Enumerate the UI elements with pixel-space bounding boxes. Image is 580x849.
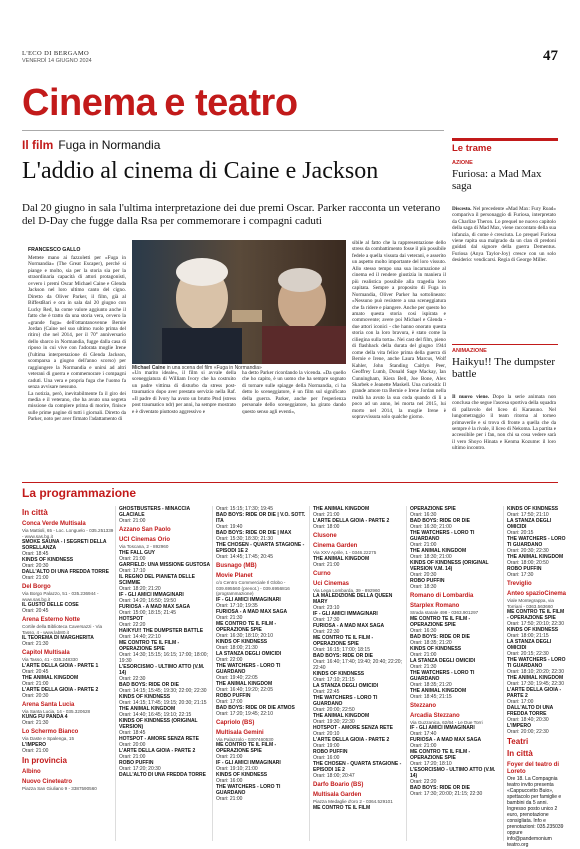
- film-title: KINDS OF KINDNESS: [22, 557, 74, 563]
- film-title: THE ANIMAL KINGDOM: [22, 674, 79, 681]
- showtimes: Orari: 17:50; 20:10; 22:30: [507, 621, 564, 627]
- page-title-word1: Cinema: [22, 82, 157, 124]
- film-title: BAD BOYS: RIDE OR DIE | MAX: [216, 530, 292, 536]
- showtimes: Orari: 21:00: [410, 542, 437, 548]
- article-col1b-text: La notizia, però, inevitabilmente fa il giro dei media e il veterano, che ha avuto una segreta missione da compiere prima di morire, finisce sulle prime pagine di tutti i giornali. Diretto da Parker, noto per aver firmato l'adattamento di: [28, 390, 126, 423]
- showtimes: Orari: 21:30: [410, 663, 437, 670]
- venue-address: Cortile della Biblioteca Caversazzi - Via Tasso, 4 - www.lab80.it: [22, 624, 103, 635]
- showtimes: Orari: 18:10; 20:20; 22:30: [507, 669, 564, 675]
- film-title: HOTSPOT - AMORE SENZA RETE: [119, 735, 199, 742]
- showtimes: Orari: 21:00: [119, 555, 146, 562]
- showtimes: Orari: 17:30: [313, 617, 340, 623]
- section-label-main: Il film: [22, 138, 54, 152]
- venue-name: Anteo spazioCinema: [507, 591, 567, 597]
- film-title: ME CONTRO TE IL FILM - OPERAZIONE SPIE: [216, 742, 277, 754]
- showtimes: Orari: 15:30; 18:30; 21:30: [216, 536, 273, 542]
- venue-name: Multisala Garden: [313, 792, 362, 798]
- article-photo: [132, 240, 346, 364]
- film-title: BAD BOYS: RIDE OR DIE | V.O. SOTT. ITA: [216, 512, 306, 524]
- showtimes: Orari: 21:00: [22, 680, 49, 687]
- venue-address: Strada statale 498 - 0363.901297: [410, 610, 479, 615]
- showtimes: Orari: 21:00: [313, 561, 340, 568]
- venue-name: Del Borgo: [22, 584, 51, 590]
- venue-name: Curno: [313, 570, 331, 577]
- sidebar-item-title-2: Haikyu!! The dumpster battle: [452, 356, 556, 380]
- film-title: THE ANIMAL KINGDOM: [119, 705, 176, 712]
- film-title: KINDS OF KINDNESS: [507, 506, 559, 512]
- showtimes: Orari: 20:30; 22:30: [507, 548, 549, 554]
- showtimes: Orari: 18:45: [22, 551, 49, 557]
- showtimes: Orari: 17:20; 19:45; 22:10: [216, 710, 273, 717]
- film-title: L'ESORCISMO - ULTIMO ATTO (V.M. 14): [410, 767, 496, 779]
- showtimes: Orari: 15:00; 18:15; 21:45: [119, 609, 176, 616]
- showtimes: Orari: 20:45: [22, 608, 49, 614]
- venue-name: Multisala Gemini: [216, 729, 264, 736]
- venue-name: Arena Santa Lucia: [22, 701, 75, 708]
- film-title: BAD BOYS: RIDE OR DIE: [410, 633, 471, 640]
- showtimes: Orari: 20:00; 22:50: [313, 707, 355, 713]
- showtimes: Orari: 17:10; 21:15: [313, 677, 355, 683]
- film-title: ME CONTRO TE IL FILM - OPERAZIONE SPIE: [216, 620, 277, 633]
- venue-address: Piazza San Giuliano 9 - 3387590560: [22, 785, 97, 791]
- sidebar-item-text-1: [452, 206, 556, 264]
- article-column-3: ha detto Parker ricordando la vicenda. «Da quello che ho capito, è un uomo che ha sempre sognato di tornare sulle spiagge della Normandia, ci ha detto lo sceneggiatore, è un film sul significato della guerra. Parker, anche per l'esperienza personale dello sceneggiatore, ha girato dando questo senso agli eventi»,: [242, 370, 346, 415]
- showtimes: Orari: 14:20; 16:50; 19:50: [119, 597, 176, 604]
- film-title: THE WATCHERS - LORO TI GUARDANO: [216, 784, 281, 796]
- listing-heading: In provincia: [22, 755, 67, 765]
- venue-name: Nuovo Cineteatro: [22, 778, 73, 785]
- showtimes: Orari: 16:30; 18:10; 20:10: [216, 632, 273, 639]
- venue-address: Via Mattioli, 65 - Loc. Longuelo - 035.251339 - www.sas.bg.it: [22, 528, 114, 539]
- film-title: BAD BOYS: RIDE OR DIE: [410, 785, 471, 791]
- film-title: THE ANIMAL KINGDOM: [507, 554, 564, 560]
- film-title: KINDS OF KINDNESS (ORIGINAL VERSION V.M. 14): [410, 560, 489, 572]
- showtimes: Orari: 21:00: [216, 796, 243, 802]
- showtimes: Orari: 17:00: [216, 698, 243, 705]
- newspaper-name: L'ECO DI BERGAMO: [22, 50, 90, 57]
- film-title: THE ANIMAL KINGDOM: [313, 713, 370, 719]
- film-title: IL TEOREMA DI MARGHERITA: [22, 635, 94, 641]
- title-rule: [22, 130, 444, 131]
- film-title: IF - GLI AMICI IMMAGINARI: [313, 611, 378, 617]
- film-title: KINDS OF KINDNESS (ORIGINAL VERSION): [119, 717, 198, 730]
- film-title: ME CONTRO TE IL FILM - OPERAZIONE SPIE: [410, 749, 471, 761]
- showtimes: Orari: 21:00: [410, 651, 437, 658]
- article-column-4: sibile al fatto che la rappresentazione dello stress da combattimento fosse il più possibile fedele a quella vissuta dai veterani, e asserito un aspetto molto importante del loro vissuto. Allo stesso tempo una sua incarnazione al cinema ed il rendere giustizia in maniera il più realistica possibile alla tragedia loro capitata. Sempre a proposito di Fuga in Normandia, Oliver Parker ha sottolineato: «Nessuno può resistere a una sceneggiatura che fa ridere e piangere. Anche per questo ho amato questa storia così ispirata e commovente; avere poi Michael e Glenda - due attori iconici - che hanno onorato questa storia con la loro bravura, è stato come la ciliegina sulla torta». Nei cast del film, pieno di flashback della durata del giugno 1944 come della vita felice prima della guerra di Bernie e Irene, anche Laura Marcus, Wolf Kahler, John Standing Caitlyn Peer, Geoffrey Lumb, Donald Sage Mackay, Ian Cunningham, Kiera Bell, Joe Bone, Alex Skarbek e Jeanette Maskell. Una curiosità: Il grande amore tra Bernie e Irene Jordan nella realtà ha avuto la sua coda quando di lì a poco ad un anno, lei morta nel 2015, lui morto nel 2014, la moglie Irene è sopravvissuta solo qualche giorno.: [352, 240, 446, 421]
- sidebar-item-lead-1: Discesto.: [452, 206, 472, 212]
- showtimes: Orari: 21:00: [119, 518, 146, 524]
- film-title: LA STANZA DEGLI OMICIDI: [410, 657, 476, 664]
- film-title: FURIOSA - A MAD MAX SAGA: [216, 608, 288, 615]
- showtimes: Orari: 18:00; 20:50: [507, 560, 549, 566]
- film-title: ME CONTRO TE IL FILM: [313, 804, 371, 811]
- film-title: IL GUSTO DELLE COSE: [22, 602, 79, 608]
- film-title: KINDS OF KINDNESS: [216, 772, 268, 778]
- showtimes: Orari: 14:45; 17:45; 20:45: [216, 554, 273, 560]
- showtimes: Orari: 19:40; 22:05: [216, 674, 258, 681]
- film-title: L'ARTE DELLA GIOIA - PARTE 2: [119, 747, 196, 754]
- showtimes: Orari: 18:20; 21:20: [119, 585, 161, 592]
- film-title: THE WATCHERS - LORO TI GUARDANO: [507, 657, 566, 669]
- film-title: THE WATCHERS - LORO TI GUARDANO: [507, 536, 566, 548]
- film-title: LA STANZA DEGLI OMICIDI: [507, 639, 552, 651]
- showtimes: Orari: 14:40; 22:10: [119, 633, 161, 640]
- film-title: ROBO PUFFIN: [313, 749, 348, 755]
- film-title: LA MALEDIZIONE DELLA QUEEN MARY: [313, 593, 393, 605]
- film-title: ME CONTRO TE IL FILM - OPERAZIONE SPIE: [507, 609, 565, 621]
- venue-name: Clusone: [313, 533, 337, 539]
- showtimes: Orari: 22:45: [313, 689, 340, 695]
- film-title: THE WATCHERS - LORO TI GUARDANO: [216, 662, 281, 675]
- showtimes: Orari: 21:00: [119, 753, 146, 760]
- film-title: L'ARTE DELLA GIOIA - PARTE 2: [313, 518, 390, 524]
- film-title: L'IMPERO: [507, 723, 531, 729]
- venue-name: Busnago (MB): [216, 563, 257, 569]
- showtimes: Orari: 16:40; 19:20; 22:05: [216, 686, 273, 693]
- sidebar-item-text-2: [452, 394, 556, 452]
- venue-address: Via Guzzanica, 62/64 - Le Due Torri: [410, 719, 483, 725]
- film-title: ME CONTRO TE IL FILM - OPERAZIONE SPIE: [119, 639, 180, 652]
- showtimes: Orari: 18:00; 20:47: [313, 773, 355, 779]
- caption-name: Michael Caine: [132, 365, 166, 371]
- film-title: HOTSPOT: [119, 615, 144, 622]
- listing-heading: Teatri: [507, 737, 529, 746]
- venue-address: Viale Montegrappa, via Torriani - 0363.563660: [507, 598, 554, 609]
- film-title: IF - GLI AMICI IMMAGINARI: [410, 725, 475, 731]
- film-title: THE ANIMAL KINGDOM: [410, 687, 467, 694]
- showtimes: Orari: 18:45: [119, 729, 146, 736]
- column-divider: [212, 506, 213, 841]
- film-title: KINDS OF KINDNESS: [119, 693, 171, 700]
- showtimes: Orari: 17:10; 19:35: [216, 602, 258, 609]
- film-title: IF - GLI AMICI IMMAGINARI: [216, 760, 281, 766]
- showtimes: Orari: 20:30: [22, 692, 49, 699]
- showtimes: Orari: 19:00: [313, 743, 340, 749]
- venue-address: c/o Centro Commerciale Il Globo - 039.695560 (prenot.) - 039.6956816 (programmazione): [216, 580, 290, 596]
- film-title: DALL'ALTO DI UNA FREDDA TORRE: [507, 705, 554, 717]
- listing-text: Ore 18. La Compagnia teatro invito presenta «Cappuccetto Buio», spettacolo per famiglie e bambini da 5 anni. Ingresso posto unico 2 euro, prenotazione consigliata. Info e prenotazioni: 035.235039 oppure info@pandemonium teatro.org: [507, 776, 564, 848]
- listing-column-4: [313, 506, 405, 811]
- sidebar-trame: [452, 136, 558, 456]
- venue-name: Albino: [22, 768, 41, 775]
- showtimes: Orari: 17:10: [119, 567, 146, 574]
- venue-name: Arcadia Stezzano: [410, 712, 460, 719]
- listing-heading: In città: [22, 508, 48, 517]
- listing-heading: In città: [507, 749, 533, 758]
- showtimes: Orari: 21:00: [313, 512, 340, 518]
- showtimes: Orari: 17:30; 19:45; 22:30: [507, 681, 564, 687]
- showtimes: Orari: 16:00: [216, 778, 243, 784]
- showtimes: Orari: 20:30: [22, 563, 49, 569]
- listing-column-5: [410, 506, 502, 797]
- column-divider: [309, 506, 310, 841]
- showtimes: Orari: 17:40: [410, 731, 437, 737]
- venue-address: Piazza Medaglie d'oro 2 - 0364.529101: [313, 799, 393, 804]
- showtimes: Orari: 21:00: [22, 575, 49, 581]
- venue-name: Lo Schermo Bianco: [22, 729, 79, 735]
- article-byline: FRANCESCO GALLO: [28, 247, 81, 253]
- film-title: OPERAZIONE SPIE: [410, 506, 456, 512]
- photo-illustration: [132, 240, 346, 364]
- film-title: THE WATCHERS - LORO TI GUARDANO: [410, 669, 475, 682]
- film-title: DALL'ALTO DI UNA FREDDA TORRE: [119, 771, 206, 778]
- showtimes: Orari: 21:30: [216, 614, 243, 621]
- film-title: GARFIELD: UNA MISSIONE GUSTOSA: [119, 561, 211, 568]
- film-title: L'ESORCISMO - ULTIMO ATTO (V.M. 14): [119, 663, 205, 676]
- film-title: KINDS OF KINDNESS: [507, 627, 559, 633]
- film-title: FURIOSA - A MAD MAX SAGA: [313, 623, 385, 629]
- showtimes: Orari: 17:30: [507, 572, 534, 578]
- film-title: IF - GLI AMICI IMMAGINARI: [119, 591, 184, 598]
- film-title: BAD BOYS: RIDE OR DIE ATMOS: [216, 704, 295, 711]
- sidebar-item-body-2: Dopo la serie animata non conclusa che segue l'ascesa sportiva della squadra di pallavolo del liceo di Karasuno. Nel lungometraggio il team ritorna al torneo primaverile e si trova di fronte a quella che da sempre è la rivale, il liceo di Nekoma. La partita e accessibile per i fan, non chi sa cosa vedere sarà il vero Shoyo Hinata e Kenma Kozume: il loro ultimo incontro.: [452, 394, 557, 452]
- issue-date: VENERDÌ 14 GIUGNO 2024: [22, 58, 92, 64]
- showtimes: Orari: 18:40; 20:30: [507, 717, 549, 723]
- venue-address: Via Santa Lucia, 14 - 035.320628: [22, 708, 91, 714]
- showtimes: Orari: 16:30: [410, 512, 437, 518]
- film-title: SMOKE SAUNA - I SEGRETI DELLA SORELLANZA: [22, 539, 107, 551]
- showtimes: Orari: 17:00: [507, 699, 534, 705]
- venue-address: Via Toscana, 2 - 892960: [119, 544, 169, 549]
- listing-column-2: [119, 506, 211, 778]
- sidebar-item-lead-2: Il nuovo viene.: [452, 394, 489, 400]
- film-title: L'IMPERO: [22, 741, 46, 748]
- venue-name: Capriolo (BS): [216, 719, 255, 726]
- showtimes: Orari: 14:30; 15:15; 16:15; 17:00; 18:00; 19:30: [119, 651, 208, 664]
- showtimes: Orari: 17:20; 20:30: [119, 765, 161, 772]
- column-divider: [115, 506, 116, 841]
- film-title: BAD BOYS: RIDE OR DIE: [410, 518, 471, 524]
- venue-name: Stezzano: [410, 702, 437, 709]
- showtimes: Orari: 22:20: [410, 779, 437, 785]
- page-title-word2: e teatro: [164, 82, 298, 124]
- film-title: FURIOSA - A MAD MAX SAGA: [410, 737, 482, 743]
- film-title: THE ANIMAL KINGDOM: [410, 548, 467, 554]
- film-title: LA STANZA DEGLI OMICIDI: [216, 650, 282, 657]
- article-column-2: «Un marito ideale», il film si avvale della sceneggiatura di William Ivory che ha costruito un padre vittima di disturbo da stress post-traumatico dopo aver prestato servizio nella Raf. «Il padre di Ivory ha avuto un brutto Ptsd (stress post traumatico ndr) per anni, ha sempre mostrato e è diventato piuttosto aggressivo e: [132, 370, 236, 415]
- showtimes: Orari: 16:15; 17:00; 18:15: [313, 647, 370, 653]
- film-title: THE WATCHERS - LORO TI GUARDANO: [313, 695, 378, 707]
- showtimes: Orari: 14:40; 16:45; 19:10; 22:15: [119, 711, 192, 718]
- film-title: L'ARTE DELLA GIOIA - PARTE 2: [507, 687, 562, 699]
- showtimes: Orari: 20:30: [410, 572, 437, 578]
- film-title: HOTSPOT - AMORE SENZA RETE: [313, 725, 393, 731]
- showtimes: Orari: 21:30: [22, 720, 49, 726]
- showtimes: Orari: 16:30: [410, 627, 437, 634]
- film-title: L'ARTE DELLA GIOIA - PARTE 1: [22, 662, 99, 669]
- film-title: THE WATCHERS - LORO TI GUARDANO: [410, 530, 475, 542]
- article-column-1: [28, 255, 126, 423]
- showtimes: Orari: 18:35; 21:20: [410, 639, 452, 646]
- showtimes: Orari: 18:30; 21:00: [410, 554, 452, 560]
- showtimes: Orari: 14:15; 17:45; 19:15; 20:30; 21:15: [119, 699, 207, 706]
- film-title: THE ANIMAL KINGDOM: [313, 506, 370, 512]
- showtimes: Orari: 23:10: [313, 605, 340, 611]
- venue-address: Via XXV Aprile, 1 - 0346.22275: [313, 550, 377, 555]
- showtimes: Orari: 20:00: [119, 741, 146, 748]
- showtimes: Orari: 17:20; 18:10: [410, 761, 452, 767]
- showtimes: Orari: 19:30; 22:30: [313, 719, 355, 725]
- film-title: KINDS OF KINDNESS: [313, 671, 365, 677]
- venue-name: Starplex Romano: [410, 603, 460, 609]
- article-subhead: Dal 20 giugno in sala l'ultima interpretazione dei due premi Oscar. Parker racconta un veterano del D-Day che fugge dalla Rsa per commemorare i compagni caduti: [22, 202, 441, 227]
- showtimes: Orari: 21:00: [216, 754, 243, 760]
- venue-name: Cinema Garden: [313, 543, 358, 549]
- venue-name: Foyer del teatro di Loreto: [507, 762, 560, 775]
- venue-name: Conca Verde Multisala: [22, 521, 86, 527]
- listing-column-6: [507, 506, 567, 848]
- film-title: KUNG FU PANDA 4: [22, 714, 68, 720]
- article-headline: L'addio al cinema di Caine e Jackson: [22, 158, 379, 184]
- article-col1-text: Mettete mano ai fazzoletti per «Fuga in Normandia» (The Great Escaper), perché si piange e molto, sia per la storia sia per la straordinaria capacità di attori protagonisti, ovvero i premi Oscar Michael Caine e Glenda Jackson nel loro ultimo canto del cigno. Diretto da Oliver Parker, il film, già al BiffestBari e ora in sala dal 20 giugno con Lucky Red, ha come valore aggiunto anche il fatto che è tratto da una storia vera, ovvero la «grande fuga» dell'ottantanovenne Bernie Jordan (Caine nel suo ultimo ruolo prima del ritiro) che nel 2014, per il 70° anniversario dello sbarco in Normandia, fugge dalla casa di riposo in cui vive con l'adorata moglie Irene (l'ultima interpretazione di Glenda Jackson, scomparsa a giugno dell'anno scorso) per raggiungere la Normandia e unirsi ad altri veterani di guerra e commemorare i compagni caduti. Una vera e propria fuga che l'uomo fa senza avvisare nessuno.: [28, 255, 126, 391]
- showtimes: Orari: 21:00: [410, 743, 437, 749]
- venue-name: Capitol Multisala: [22, 650, 70, 656]
- listing-column-3: [216, 506, 308, 802]
- venue-name: Uci Cinemas: [313, 580, 350, 587]
- section-label: [22, 138, 160, 152]
- showtimes: Orari: 19:10; 21:00: [216, 766, 258, 772]
- column-divider: [406, 506, 407, 841]
- showtimes: Orari: 22:30: [119, 675, 146, 682]
- film-title: ROBO PUFFIN: [216, 692, 251, 699]
- showtimes: Orari: 17:50; 21:10: [507, 512, 549, 518]
- programmazione-title: La programmazione: [22, 486, 137, 500]
- showtimes: Orari: 18:30: [410, 584, 437, 590]
- film-title: ME CONTRO TE IL FILM - OPERAZIONE SPIE: [313, 635, 374, 647]
- showtimes: Orari: 22:30: [313, 629, 340, 635]
- showtimes: Orari: 16:40; 17:40; 19:40; 20:40; 22:20; 22:40: [313, 659, 402, 671]
- page-number: 47: [543, 48, 558, 64]
- showtimes: Orari: 20:15; 22:30: [507, 651, 549, 657]
- film-title: LA STANZA DEGLI OMICIDI: [313, 683, 379, 689]
- showtimes: Orari: 16:00: [313, 755, 340, 761]
- column-divider: [503, 506, 504, 841]
- film-title: IF - GLI AMICI IMMAGINARI: [216, 596, 281, 603]
- film-title: THE CHOSEN - QUARTA STAGIONE - EPISODI 1E 2: [313, 761, 402, 773]
- venue-address: Via Tasso, 41 - 035.248330: [22, 657, 78, 662]
- page-title: [22, 82, 298, 125]
- programmazione-rule: [22, 482, 558, 483]
- venue-name: Azzano San Paolo: [119, 527, 171, 533]
- showtimes: Orari: 20:45: [22, 668, 49, 675]
- film-title: KINDS OF KINDNESS: [216, 638, 268, 645]
- film-title: IL REGNO DEL PIANETA DELLE SCIMMIE: [119, 573, 195, 586]
- showtimes: Orari: 20:00; 22:30: [507, 729, 549, 735]
- venue-name: Arena Esterno Notte: [22, 617, 81, 623]
- film-title: THE CHOSEN - QUARTA STAGIONE - EPISODI 1E 2: [216, 542, 305, 554]
- showtimes: Orari: 20:10: [313, 731, 340, 737]
- showtimes: Orari: 16:30; 21:00: [410, 524, 452, 530]
- venue-name: UCI Cinemas Orio: [119, 537, 171, 543]
- sidebar-divider: [452, 344, 558, 345]
- venue-name: Treviglio: [507, 581, 532, 587]
- film-title: HAIKYU!! THE DUMPSTER BATTLE: [119, 627, 204, 634]
- sidebar-item-body-1: Nel precedente «Mad Max: Fury Road» compariva il personaggio di Furiosa, interpretato da Charlize Theron. Lo prequel ne nuovo capitolo della saga di Mad Max, viene raccontato della sua infanzia, di come è cresciuta. Lo prequel Furiosa viene rapita sua malgrado da un clan di predoni guidati dal signore della guerra Dementus. Furiosa (Anya Taylor-Joy) cresce con un solo desiderio: vendicarsi. Regia di George Miller.: [452, 206, 556, 264]
- film-title: ROBO PUFFIN: [507, 566, 542, 572]
- showtimes: Orari: 18:00: [313, 524, 340, 530]
- showtimes: Orari: 18:00; 21:15: [507, 633, 549, 639]
- film-title: ROBO PUFFIN: [119, 759, 154, 766]
- film-title: L'ARTE DELLA GIOIA - PARTE 2: [313, 737, 390, 743]
- film-title: THE FALL GUY: [119, 549, 156, 556]
- showtimes: Orari: 22:20: [119, 621, 146, 628]
- film-title: THE ANIMAL KINGDOM: [313, 555, 370, 562]
- venue-name: Movie Planet: [216, 573, 253, 579]
- showtimes: Orari: 14:15; 15:45; 19:30; 22:00; 22:30: [119, 687, 207, 694]
- film-title: FURIOSA - A MAD MAX SAGA: [119, 603, 191, 610]
- showtimes: Orari: 21:30: [22, 641, 49, 647]
- film-title: THE ANIMAL KINGDOM: [507, 675, 564, 681]
- showtimes: Orari: 18:45; 21:15: [410, 693, 452, 700]
- film-title: GHOSTBUSTERS - MINACCIA GLACIALE: [119, 506, 190, 518]
- showtimes: Orari: 20:15: [507, 530, 534, 536]
- masthead: [22, 50, 558, 78]
- film-title: BAD BOYS: RIDE OR DIE: [313, 653, 374, 659]
- showtimes: Orari: 18:35; 21:20: [410, 681, 452, 688]
- film-title: L'ARTE DELLA GIOIA - PARTE 2: [22, 686, 99, 693]
- sidebar-category-1: AZIONE: [452, 160, 473, 166]
- showtimes: Orari: 18:00; 21:30: [216, 644, 258, 651]
- venue-address: Via Lega Lombarda, 39 - 892960: [313, 587, 381, 593]
- showtimes: Orari: 21:00: [22, 747, 49, 754]
- film-title: DALL'ALTO DI UNA FREDDA TORRE: [22, 569, 109, 575]
- showtimes: Orari: 17:30; 20:00; 21:15; 22:30: [410, 791, 483, 797]
- film-title: BAD BOYS: RIDE OR DIE: [119, 681, 180, 688]
- sidebar-category-2: ANIMAZIONE: [452, 348, 487, 354]
- venue-name: Romano di Lombardia: [410, 593, 474, 599]
- showtimes: Orari: 15:15; 17:30; 19:45: [216, 506, 273, 512]
- film-title: ROBO PUFFIN: [410, 578, 445, 584]
- sidebar-title: Le trame: [452, 138, 558, 159]
- listing-column-1: [22, 506, 114, 791]
- film-title: ME CONTRO TE IL FILM - OPERAZIONE SPIE: [410, 615, 471, 628]
- venue-address: Via Palazzolo - 0307460530: [216, 736, 274, 742]
- sidebar-item-title-1: Furiosa: a Mad Max saga: [452, 168, 542, 192]
- film-title: KINDS OF KINDNESS: [410, 645, 462, 652]
- showtimes: Orari: 22:00: [216, 656, 243, 663]
- film-title: LA STANZA DEGLI OMICIDI: [507, 518, 552, 530]
- venue-address: Via Daste e Spalenga, 15: [22, 736, 75, 741]
- film-title: THE ANIMAL KINGDOM: [216, 680, 273, 687]
- venue-address: Via Borgo Palazzo, 51 - 035.236944 - www.sas.bg.it: [22, 591, 99, 602]
- showtimes: Orari: 19:40: [216, 524, 243, 530]
- caption-text: in una scena del film «Fuga in Normandia»: [166, 365, 262, 371]
- section-label-topic: Fuga in Normandia: [58, 138, 161, 152]
- venue-name: Darfo Boario (BS): [313, 782, 364, 788]
